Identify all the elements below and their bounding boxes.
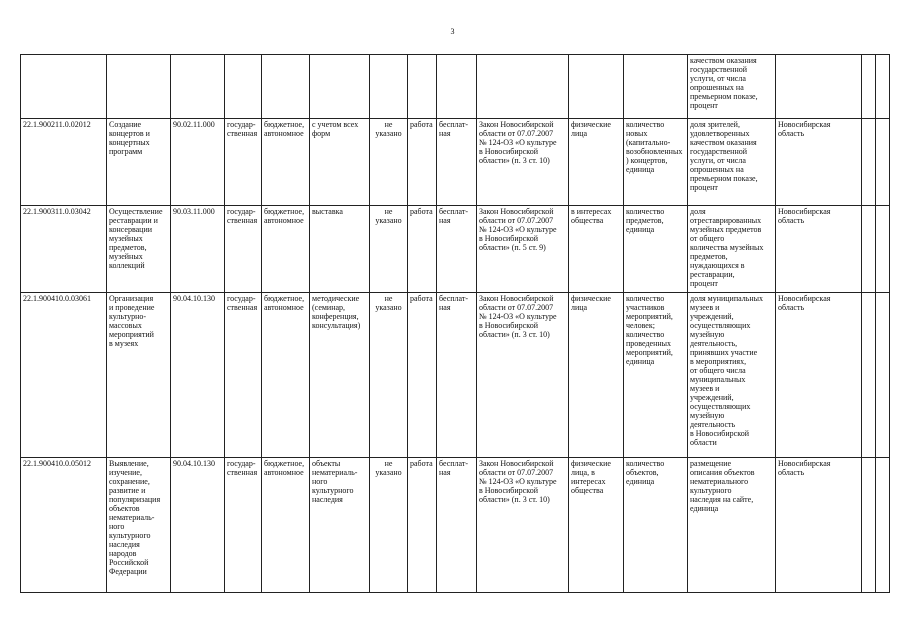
volume-indicator-cell: количество объектов, единица <box>624 458 688 593</box>
empty-cell <box>862 458 876 593</box>
service-code-cell: 22.1.900211.0.02012 <box>21 119 107 206</box>
owner-type-cell: государ- ственная <box>225 458 262 593</box>
volume-indicator-cell: количество предметов, единица <box>624 206 688 293</box>
table-row <box>21 119 890 206</box>
okved-code-cell <box>171 55 225 119</box>
legal-basis-cell: Закон Новосибирской области от 07.07.2007 № 124-ОЗ «О культуре в Новосибирской области» (п. 5 ст. 9) <box>477 206 569 293</box>
empty-cell <box>876 119 890 206</box>
okved-code-cell: 90.03.11.000 <box>171 206 225 293</box>
legal-basis-cell: Закон Новосибирской области от 07.07.2007 № 124-ОЗ «О культуре в Новосибирской области» (п. 3 ст. 10) <box>477 119 569 206</box>
consumers-category-cell: физические лица <box>569 119 624 206</box>
table-row <box>21 55 890 119</box>
quality-indicator-cell: качеством оказания государственной услуги, от числа опрошенных на премьерном показе, процент <box>688 55 776 119</box>
service-code-cell: 22.1.900410.0.03061 <box>21 293 107 458</box>
owner-type-cell <box>225 55 262 119</box>
okved-code-cell: 90.04.10.130 <box>171 458 225 593</box>
region-cell: Новосибирская область <box>776 458 862 593</box>
volume-indicator-cell: количество участников мероприятий, человек; количество проведенных мероприятий, единица <box>624 293 688 458</box>
table-row <box>21 206 890 293</box>
payment-type-cell: бесплат- ная <box>437 119 477 206</box>
payment-type-cell: бесплат- ная <box>437 206 477 293</box>
service-name-cell <box>107 55 171 119</box>
quality-indicator-cell: доля зрителей, удовлетворенных качеством оказания государственной услуги, от числа опрошенных на премьерном показе, процент <box>688 119 776 206</box>
service-code-cell: 22.1.900311.0.03042 <box>21 206 107 293</box>
services-registry-table <box>20 54 890 593</box>
quality-indicator-cell: размещение описания объектов нематериального культурного наследия на сайте, единица <box>688 458 776 593</box>
payment-type-cell <box>437 55 477 119</box>
consumers-category-cell: физические лица <box>569 293 624 458</box>
quality-indicator-cell: доля отреставрированных музейных предметов от общего количества музейных предметов, нуждающихся в реставрации, процент <box>688 206 776 293</box>
empty-cell <box>862 55 876 119</box>
empty-cell <box>876 55 890 119</box>
service-name-cell: Организация и проведение культурно- массовых мероприятий в музеях <box>107 293 171 458</box>
consumers-category-cell <box>569 55 624 119</box>
service-conditions-cell: не указано <box>370 293 408 458</box>
volume-indicator-cell: количество новых (капитально- возобновленных ) концертов, единица <box>624 119 688 206</box>
owner-type-cell: государ- ственная <box>225 119 262 206</box>
owner-type-cell: государ- ственная <box>225 206 262 293</box>
legal-basis-cell <box>477 55 569 119</box>
institution-type-cell: бюджетное, автономное <box>262 119 310 206</box>
service-content-cell: выставка <box>310 206 370 293</box>
legal-basis-cell: Закон Новосибирской области от 07.07.2007 № 124-ОЗ «О культуре в Новосибирской области» (п. 3 ст. 10) <box>477 458 569 593</box>
service-content-cell: с учетом всех форм <box>310 119 370 206</box>
institution-type-cell <box>262 55 310 119</box>
legal-basis-cell: Закон Новосибирской области от 07.07.2007 № 124-ОЗ «О культуре в Новосибирской области» (п. 3 ст. 10) <box>477 293 569 458</box>
empty-cell <box>876 206 890 293</box>
empty-cell <box>862 119 876 206</box>
consumers-category-cell: в интересах общества <box>569 206 624 293</box>
institution-type-cell: бюджетное, автономное <box>262 206 310 293</box>
empty-cell <box>876 458 890 593</box>
okved-code-cell: 90.04.10.130 <box>171 293 225 458</box>
service-name-cell: Создание концертов и концертных программ <box>107 119 171 206</box>
service-name-cell: Выявление, изучение, сохранение, развитие и популяризация объектов нематериаль- ного культурного наследия народов Российской Федерации <box>107 458 171 593</box>
service-conditions-cell: не указано <box>370 458 408 593</box>
table-row <box>21 293 890 458</box>
service-content-cell: методические (семинар, конференция, консультация) <box>310 293 370 458</box>
service-code-cell: 22.1.900410.0.05012 <box>21 458 107 593</box>
service-kind-cell <box>408 55 437 119</box>
service-name-cell: Осуществление реставрации и консервации музейных предметов, музейных коллекций <box>107 206 171 293</box>
okved-code-cell: 90.02.11.000 <box>171 119 225 206</box>
page-number: 3 <box>450 27 455 36</box>
empty-cell <box>862 206 876 293</box>
quality-indicator-cell: доля муниципальных музеев и учреждений, осуществляющих музейную деятельность, принявших участие в мероприятиях, от общего числа муниципальных музеев и учреждений, осуществляющих музейную деятельность в Новосибирской области <box>688 293 776 458</box>
region-cell: Новосибирская область <box>776 293 862 458</box>
service-kind-cell: работа <box>408 206 437 293</box>
region-cell <box>776 55 862 119</box>
service-kind-cell: работа <box>408 293 437 458</box>
region-cell: Новосибирская область <box>776 206 862 293</box>
table-row <box>21 458 890 593</box>
service-code-cell <box>21 55 107 119</box>
service-conditions-cell: не указано <box>370 206 408 293</box>
service-kind-cell: работа <box>408 119 437 206</box>
service-content-cell: объекты нематериаль- ного культурного наследия <box>310 458 370 593</box>
service-conditions-cell <box>370 55 408 119</box>
institution-type-cell: бюджетное, автономное <box>262 293 310 458</box>
region-cell: Новосибирская область <box>776 119 862 206</box>
volume-indicator-cell <box>624 55 688 119</box>
empty-cell <box>876 293 890 458</box>
payment-type-cell: бесплат- ная <box>437 293 477 458</box>
consumers-category-cell: физические лица, в интересах общества <box>569 458 624 593</box>
institution-type-cell: бюджетное, автономное <box>262 458 310 593</box>
empty-cell <box>862 293 876 458</box>
service-kind-cell: работа <box>408 458 437 593</box>
owner-type-cell: государ- ственная <box>225 293 262 458</box>
payment-type-cell: бесплат- ная <box>437 458 477 593</box>
service-conditions-cell: не указано <box>370 119 408 206</box>
service-content-cell <box>310 55 370 119</box>
